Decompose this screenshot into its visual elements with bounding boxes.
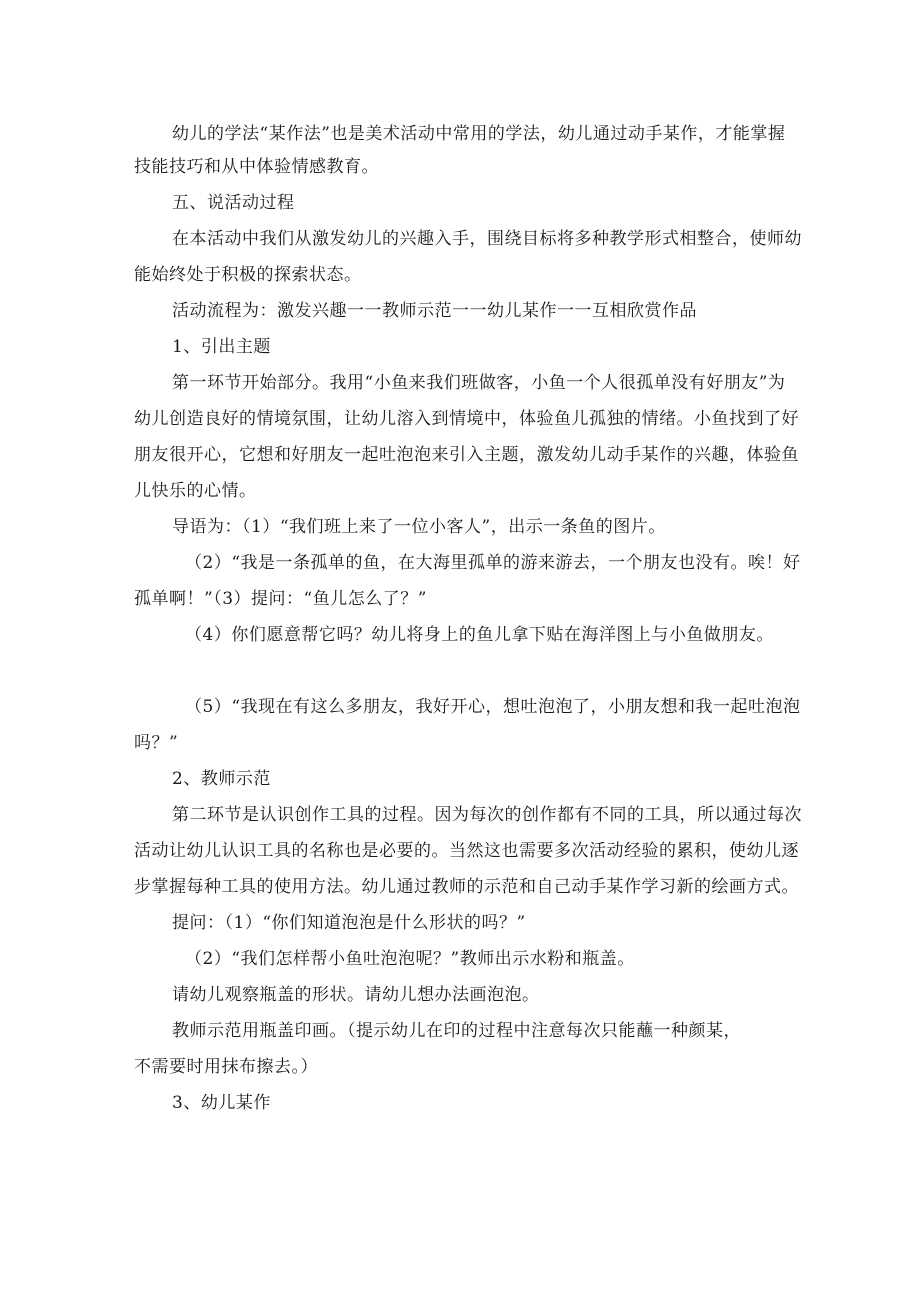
paragraph-line: 导语为：（1）“我们班上来了一位小客人”，出示一条鱼的图片。 (172, 517, 666, 537)
paragraph-line: 朋友很开心，它想和好朋友一起吐泡泡来引入主题，激发幼儿动手某作的兴趣，体验鱼 (134, 445, 799, 465)
paragraph-line: 能始终处于积极的探索状态。 (134, 265, 362, 285)
section-heading: 1、引出主题 (172, 337, 271, 357)
section-heading: 五、说活动过程 (172, 193, 295, 213)
paragraph-line: 请幼儿观察瓶盖的形状。请幼儿想办法画泡泡。 (172, 985, 540, 1005)
paragraph-line: （5）“我现在有这么多朋友，我好开心，想吐泡泡了，小朋友想和我一起吐泡泡 (185, 697, 801, 717)
paragraph-line: 孤单啊！”（3）提问：“鱼儿怎么了？” (134, 589, 427, 609)
paragraph-line: 活动流程为：激发兴趣一一教师示范一一幼儿某作一一互相欣赏作品 (172, 301, 697, 321)
paragraph-line: 儿快乐的心情。 (134, 481, 257, 501)
paragraph-line: 幼儿的学法“某作法”也是美术活动中常用的学法，幼儿通过动手某作，才能掌握 (172, 124, 786, 144)
paragraph-line: 在本活动中我们从激发幼儿的兴趣入手，围绕目标将多种教学形式相整合，使师幼 (172, 229, 802, 249)
paragraph-line: （4）你们愿意帮它吗？幼儿将身上的鱼儿拿下贴在海洋图上与小鱼做朋友。 (185, 625, 774, 645)
paragraph-line: 活动让幼儿认识工具的名称也是必要的。当然这也需要多次活动经验的累积，使幼儿逐 (134, 841, 799, 861)
paragraph-line: （2）“我们怎样帮小鱼吐泡泡呢？”教师出示水粉和瓶盖。 (185, 949, 635, 969)
section-heading: 3、幼儿某作 (172, 1093, 271, 1113)
paragraph-line: 教师示范用瓶盖印画。（提示幼儿在印的过程中注意每次只能蘸一种颜某， (172, 1021, 741, 1041)
paragraph-line: 吗？” (134, 733, 179, 753)
paragraph-line: 第二环节是认识创作工具的过程。因为每次的创作都有不同的工具，所以通过每次 (172, 805, 802, 825)
paragraph-line: 不需要时用抹布擦去。） (134, 1057, 318, 1077)
paragraph-line: （2）“我是一条孤单的鱼，在大海里孤单的游来游去，一个朋友也没有。唉！好 (185, 553, 801, 573)
paragraph-line: 步掌握每种工具的使用方法。幼儿通过教师的示范和自己动手某作学习新的绘画方式。 (134, 877, 799, 897)
paragraph-line: 提问：（1）“你们知道泡泡是什么形状的吗？” (172, 913, 526, 933)
paragraph-line: 幼儿创造良好的情境氛围，让幼儿溶入到情境中，体验鱼儿孤独的情绪。小鱼找到了好 (134, 409, 799, 429)
paragraph-line: 技能技巧和从中体验情感教育。 (134, 157, 379, 177)
paragraph-line: 第一环节开始部分。我用“小鱼来我们班做客，小鱼一个人很孤单没有好朋友”为 (172, 373, 786, 393)
section-heading: 2、教师示范 (172, 769, 271, 789)
